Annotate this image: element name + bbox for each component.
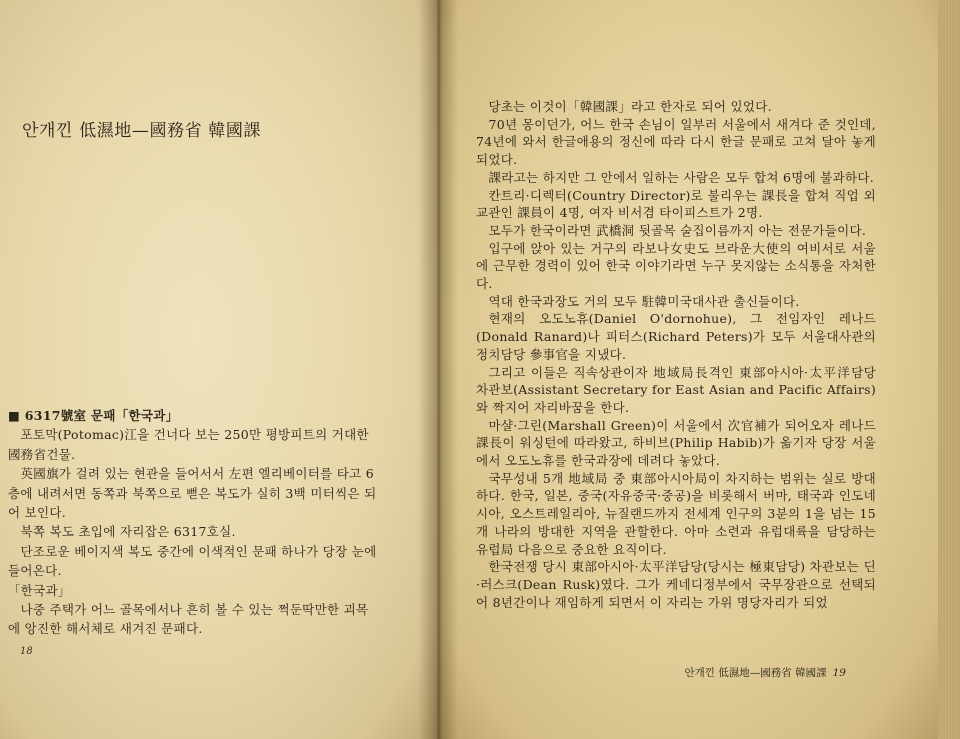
- paragraph: 마샬·그린(Marshall Green)이 서울에서 次官補가 되어오자 레나드課長이 워싱턴에 따라왔고, 하비브(Philip Habib)가 옮기자 당장 서울에서 오도노휴를 한국과장에 데려다 놓았다.: [476, 417, 876, 469]
- paragraph: 한국전쟁 당시 東部아시아·太平洋담당(당시는 極東담당) 차관보는 딘·러스크(Dean Rusk)였다. 그가 케네디정부에서 국무장관으로 선택되어 8년간이나 재임하게 되면서 이 자리는 가위 명당자리가 되었: [476, 559, 876, 610]
- paragraph: 입구에 앉아 있는 거구의 라보나女史도 브라운大使의 여비서로 서울에 근무한 경력이 있어 한국 이야기라면 누구 못지않는 소식통을 자처한다.: [476, 240, 876, 292]
- page-number-right: 19: [832, 667, 846, 679]
- section-heading: ■ 6317號室 문패「한국과」: [8, 408, 179, 423]
- paragraph: 課라고는 하지만 그 안에서 일하는 사람은 모두 합쳐 6명에 불과하다.: [488, 169, 875, 185]
- paragraph: 「한국과」: [8, 582, 71, 598]
- paragraph: 나중 주택가 어느 골목에서나 흔히 볼 수 있는 쩍둔딱만한 괴목에 앙진한 해서체로 새겨진 문패다.: [8, 602, 369, 637]
- paragraph: 역대 한국과장도 거의 모두 駐韓미국대사관 출신들이다.: [488, 293, 800, 309]
- right-page: [438, 0, 938, 739]
- left-page-body: [8, 406, 380, 639]
- left-page: [0, 0, 438, 739]
- paragraph: 70년 몽이던가, 어느 한국 손님이 일부러 서울에서 새겨다 준 것인데, 74년에 와서 한글애용의 정신에 따라 다시 한글 문패로 고쳐 달아 놓게 되었다.: [476, 116, 876, 168]
- page-number-left: 18: [20, 646, 33, 657]
- chapter-title: 안개낀 低濕地—國務省 韓國課: [22, 121, 262, 141]
- paragraph: 칸트리·디렉터(Country Director)로 불리우는 課長을 합쳐 직업 외교관인 課員이 4명, 여자 비서겸 타이피스트가 2명.: [476, 187, 876, 221]
- book-gutter-shadow: [418, 0, 458, 739]
- paragraph: 단조로운 베이지색 복도 중간에 이색적인 문패 하나가 당장 눈에 들어온다.: [8, 543, 377, 579]
- paragraph: 그리고 이들은 직속상관이자 地域局長격인 東部아시아·太平洋담당 차관보(Assistant Secretary for East Asian and Pacific Affairs)와 짝지어 자리바꿈을 한다.: [476, 364, 876, 415]
- paragraph: 현재의 오도노휴(Daniel O'dornohue), 그 전임자인 레나드(Donald Ranard)나 피터스(Richard Peters)가 모두 서울대사관의 정치담당 參事官을 지냈다.: [476, 311, 876, 362]
- paragraph: 포토막(Potomac)江을 건너다 보는 250만 평방피트의 거대한 國務省건물.: [8, 427, 369, 462]
- right-page-body: [476, 98, 876, 611]
- page-edges: [938, 0, 960, 739]
- running-footer: [685, 665, 846, 680]
- paragraph: 당초는 이것이「韓國課」라고 한자로 되어 있었다.: [488, 99, 772, 114]
- paragraph: 국무성내 5개 地域局 중 東部아시아局이 차지하는 범위는 실로 방대하다. 한국, 일본, 중국(자유중국·중공)을 비롯해서 버마, 태국과 인도네시아, 오스트레일리아, 뉴질랜드까지 전세계 인구의 3분의 1을 넘는 15개 나라의 방대한 지역을 관할한다. 아마 소련과 유럽대륙을 담당하는 유럽局 다음으로 중요한 요직이다.: [476, 470, 876, 557]
- paragraph: 북쪽 복도 초입에 자리잡은 6317호실.: [20, 524, 236, 540]
- running-footer-title: 안개낀 低濕地—國務省 韓國課: [684, 667, 827, 679]
- paragraph: 英國旗가 걸려 있는 현관을 들어서서 左편 엘리베이터를 타고 6층에 내려서면 동쪽과 북쪽으로 뻗은 복도가 실히 3백 미터씩은 되어 보인다.: [8, 466, 377, 521]
- paragraph: 모두가 한국이라면 武橋洞 뒷골목 술집이름까지 아는 전문가들이다.: [488, 222, 867, 238]
